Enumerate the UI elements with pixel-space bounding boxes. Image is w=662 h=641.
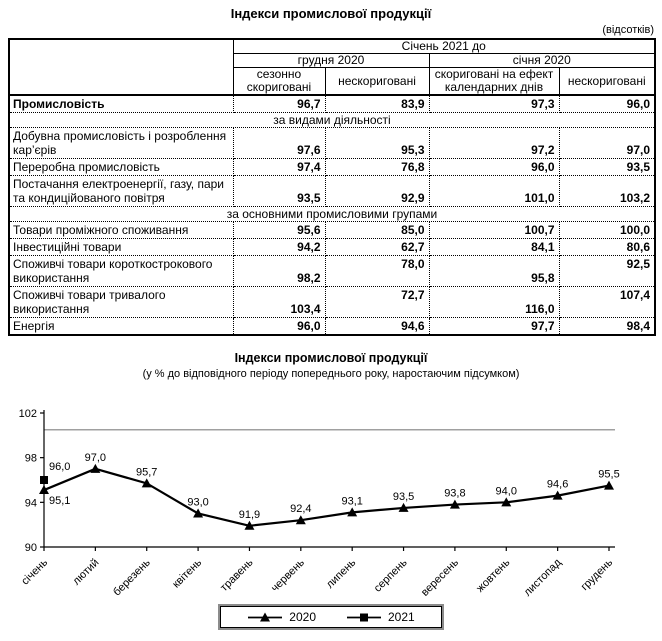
value-cell: 72,7 [325, 287, 429, 318]
row-label: Добувна промисловість і розроблення кар’єрів [9, 128, 233, 159]
value-cell: 100,0 [559, 222, 655, 239]
value-cell: 116,0 [429, 287, 559, 318]
value-cell: 101,0 [429, 176, 559, 207]
value-cell: 85,0 [325, 222, 429, 239]
legend-item-2021 [346, 610, 415, 624]
page-title: Індекси промислової продукції [230, 6, 432, 21]
x-tick-label: лютий [70, 556, 102, 588]
section-label: за видами діяльності [9, 113, 655, 128]
value-cell: 95,8 [429, 256, 559, 287]
table-row [9, 256, 655, 287]
legend-wrap [8, 606, 654, 628]
x-tick-label: квітень [170, 556, 205, 591]
row-label: Інвестиційні товари [9, 239, 233, 256]
header-group-jan2020: січня 2020 [429, 54, 655, 68]
series-2020-marker [193, 509, 203, 518]
value-cell: 96,0 [233, 318, 325, 336]
x-tick-label: березень [111, 556, 153, 599]
triangle-line-marker-icon [247, 612, 283, 623]
header-group-dec2020: грудня 2020 [233, 54, 429, 68]
y-tick-label: 90 [24, 542, 37, 554]
value-cell: 103,4 [233, 287, 325, 318]
y-tick-label: 102 [18, 408, 37, 420]
value-cell: 94,6 [325, 318, 429, 336]
table-row [9, 95, 655, 113]
data-label: 93,1 [341, 495, 363, 508]
value-cell: 76,8 [325, 159, 429, 176]
unit-note: (відсотків) [602, 24, 654, 36]
series-2020-marker [90, 464, 100, 473]
value-cell: 97,4 [233, 159, 325, 176]
value-cell: 94,2 [233, 239, 325, 256]
value-cell: 107,4 [559, 287, 655, 318]
header-col-seasonally-adjusted: сезонно скориговані [233, 68, 325, 96]
x-tick-label: вересень [418, 556, 462, 599]
data-label: 93,0 [187, 496, 209, 509]
value-cell: 62,7 [325, 239, 429, 256]
x-tick-label: липень [324, 556, 359, 591]
data-label: 93,5 [392, 490, 415, 503]
header-col-unadjusted-2: нескориговані [559, 68, 655, 96]
series-2021-marker [40, 476, 48, 484]
value-cell: 93,5 [233, 176, 325, 207]
legend-item-2020 [247, 610, 316, 624]
value-cell: 84,1 [429, 239, 559, 256]
industrial-indices-table [8, 38, 656, 336]
value-cell: 83,9 [325, 95, 429, 113]
data-label: 94,0 [495, 485, 517, 498]
table-row [9, 222, 655, 239]
header-col-calendar-adjusted: скориговані на ефект календарних днів [429, 68, 559, 96]
table-row [9, 318, 655, 336]
row-label: Переробна промисловість [9, 159, 233, 176]
value-cell: 80,6 [559, 239, 655, 256]
header-span-top: Січень 2021 до [233, 39, 655, 54]
value-cell: 95,3 [325, 128, 429, 159]
table-row [9, 287, 655, 318]
row-label: Споживчі товари тривалого використання [9, 287, 233, 318]
x-tick-label: жовтень [474, 556, 513, 595]
line-chart-plot [8, 382, 654, 604]
value-cell: 98,4 [559, 318, 655, 336]
value-cell: 96,0 [559, 95, 655, 113]
table-row [9, 159, 655, 176]
section-row [9, 207, 655, 222]
value-cell: 97,6 [233, 128, 325, 159]
value-cell: 78,0 [325, 256, 429, 287]
value-cell: 100,7 [429, 222, 559, 239]
value-cell: 92,9 [325, 176, 429, 207]
x-tick-label: серпень [371, 556, 410, 595]
square-line-marker-icon [346, 612, 382, 623]
chart-block [8, 351, 654, 628]
data-label: 93,8 [444, 487, 466, 500]
row-label: Промисловість [9, 95, 233, 113]
value-cell: 96,7 [233, 95, 325, 113]
legend-label-2020: 2020 [289, 610, 316, 624]
value-cell: 97,3 [429, 95, 559, 113]
data-label: 95,5 [598, 468, 620, 481]
x-tick-label: грудень [578, 556, 616, 594]
value-cell: 97,0 [559, 128, 655, 159]
data-label: 91,9 [238, 508, 261, 521]
x-tick-label: червень [269, 556, 307, 595]
table-row [9, 128, 655, 159]
x-tick-label: січень [19, 556, 51, 588]
row-label: Постачання електроенергії, газу, пари та кондиційованого повітря [9, 176, 233, 207]
y-tick-label: 94 [24, 497, 37, 510]
value-cell: 93,5 [559, 159, 655, 176]
row-label: Споживчі товари короткострокового використання [9, 256, 233, 287]
value-cell: 103,2 [559, 176, 655, 207]
value-cell: 97,2 [429, 128, 559, 159]
value-cell: 92,5 [559, 256, 655, 287]
data-label: 94,6 [546, 478, 569, 491]
chart-legend [220, 606, 441, 628]
data-label: 95,1 [49, 495, 71, 508]
series-2020-line [44, 469, 609, 526]
value-cell: 96,0 [429, 159, 559, 176]
legend-label-2021: 2021 [388, 610, 415, 624]
y-tick-label: 98 [24, 452, 37, 465]
table-header [9, 39, 655, 95]
value-cell: 98,2 [233, 256, 325, 287]
series-2020-marker [604, 481, 614, 490]
table-row [9, 176, 655, 207]
data-label: 95,7 [136, 466, 158, 479]
data-label: 96,0 [49, 461, 71, 473]
x-tick-label: листопад [521, 556, 564, 599]
row-label: Товари проміжного споживання [9, 222, 233, 239]
row-label: Енергія [9, 318, 233, 336]
data-label: 97,0 [84, 451, 107, 464]
table-body [9, 95, 655, 335]
chart-subtitle: (у % до відповідного періоду попереднього року, наростаючим підсумком) [142, 368, 520, 380]
header-col-unadjusted-1: нескориговані [325, 68, 429, 96]
section-row [9, 113, 655, 128]
chart-title: Індекси промислової продукції [234, 351, 428, 365]
section-label: за основними промисловими групами [9, 207, 655, 222]
data-label: 92,4 [290, 503, 312, 516]
x-tick-label: травень [218, 556, 256, 595]
corner-cell [9, 39, 233, 95]
value-cell: 97,7 [429, 318, 559, 336]
value-cell: 95,6 [233, 222, 325, 239]
table-row [9, 239, 655, 256]
